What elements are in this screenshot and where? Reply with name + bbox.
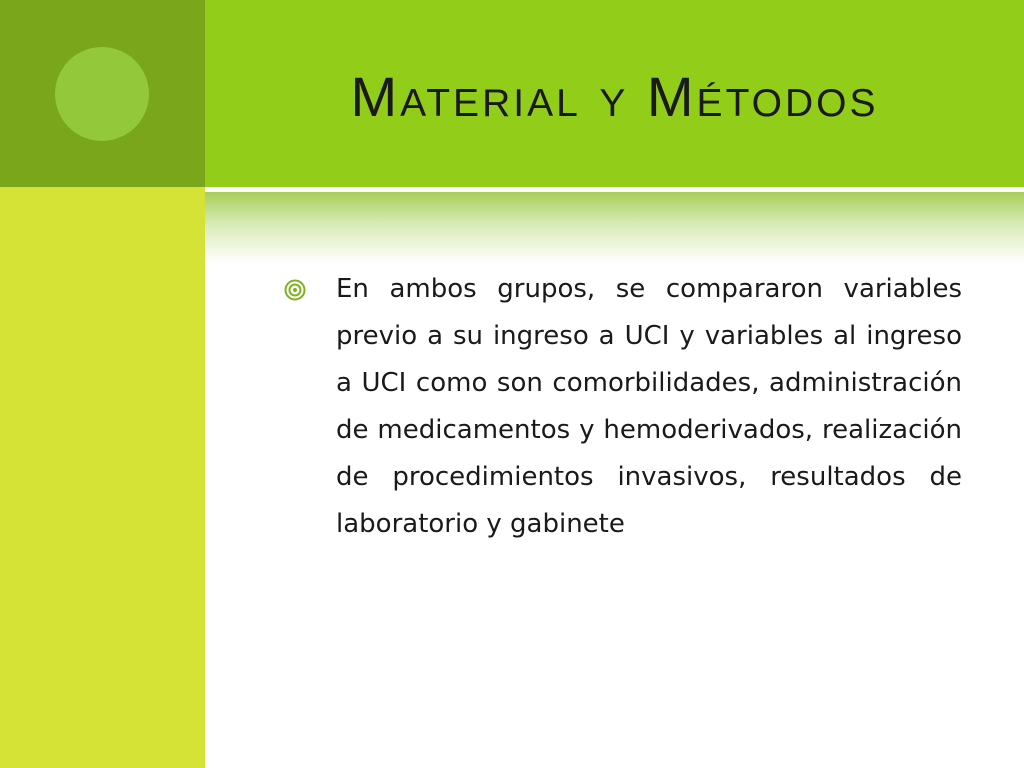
decorative-circle (55, 47, 149, 141)
bullet-text: En ambos grupos, se compararon variables previo a su ingreso a UCI y variables al ingreso a UCI como son comorbilidades, administración de medicamentos y hemoderivados, realización de procedimientos invasivos, resultados de laboratorio y gabinete (336, 274, 962, 539)
corner-block (0, 0, 205, 187)
slide-title: Material y Métodos (350, 65, 879, 128)
title-gradient-fade (205, 192, 1024, 264)
target-bullet-icon (284, 279, 306, 301)
left-side-band (0, 187, 205, 768)
